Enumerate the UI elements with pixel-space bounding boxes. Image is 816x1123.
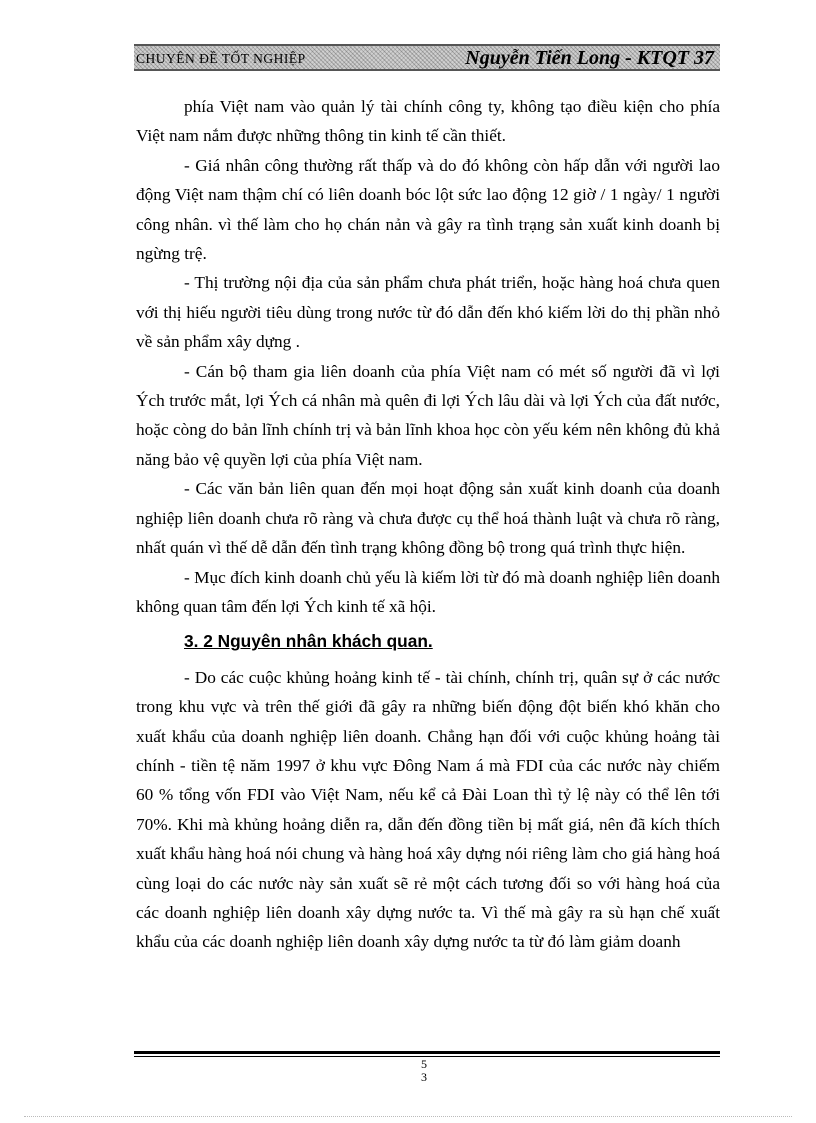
- page-number: [418, 1058, 430, 1084]
- page-number-digit: 5: [421, 1057, 427, 1071]
- paragraph: phía Việt nam vào quản lý tài chính công ty, không tạo điều kiện cho phía Việt nam nắm được những thông tin kinh tế cần thiết.: [136, 97, 720, 146]
- header-author: Nguyễn Tiến Long - KTQT 37: [465, 47, 714, 69]
- paragraph: - Các văn bản liên quan đến mọi hoạt động sản xuất kinh doanh của doanh nghiệp liên doanh chưa rõ ràng và chưa được cụ thể hoá thành luật và chưa rõ ràng, nhất quán vì thế dễ dẫn đến tình trạng không đồng bộ trong quá trình thực hiện.: [136, 479, 720, 558]
- paragraph: - Thị trường nội địa của sản phẩm chưa phát triển, hoặc hàng hoá chưa quen với thị hiếu người tiêu dùng trong nước từ đó dẫn đến khó kiếm lời do thị phần nhỏ về sản phẩm xây dựng .: [136, 273, 720, 352]
- page-bottom-border: [24, 1116, 792, 1117]
- header-document-type: CHUYÊN ĐỀ TỐT NGHIỆP: [136, 51, 306, 66]
- paragraph: - Cán bộ tham gia liên doanh của phía Việt nam có mét số người đã vì lợi Ých trước mắt, lợi Ých cá nhân mà quên đi lợi Ých lâu dài và lợi Ých của đất nước, hoặc còng do bản lĩnh chính trị và bản lĩnh khoa học còn yếu kém nên không đủ khả năng bảo vệ quyền lợi của phía Việt nam.: [136, 361, 720, 469]
- footer-rule: [134, 1051, 720, 1057]
- document-body: [136, 92, 720, 957]
- page-header: [134, 44, 720, 71]
- paragraph: - Do các cuộc khủng hoảng kinh tế - tài chính, chính trị, quân sự ở các nước trong khu vực và trên thế giới đã gây ra những biến động đột biến khó khăn cho xuất khẩu của doanh nghiệp liên doanh. Chẳng hạn đối với cuộc khủng hoảng tài chính - tiền tệ năm 1997 ở khu vực Đông Nam á mà FDI của các nước này chiếm 60 % tổng vốn FDI vào Việt Nam, nếu kể cả Đài Loan thì tỷ lệ này có thể lên tới 70%. Khi mà khủng hoảng diễn ra, dẫn đến đồng tiền bị mất giá, nên đã kích thích xuất khẩu hàng hoá nói chung và hàng hoá xây dựng nói riêng làm cho giá hàng hoá cùng loại do các nước này sản xuất sẽ rẻ một cách tương đối so với hàng hoá của các doanh nghiệp liên doanh xây dựng nước ta. Vì thế mà gây ra sù hạn chế xuất khẩu của các doanh nghiệp liên doanh xây dựng nước ta từ đó làm giảm doanh: [136, 667, 720, 952]
- page-number-digit: 3: [421, 1070, 427, 1084]
- paragraph: - Mục đích kinh doanh chủ yếu là kiếm lời từ đó mà doanh nghiệp liên doanh không quan tâm đến lợi Ých kinh tế xã hội.: [136, 567, 720, 616]
- section-heading: 3. 2 Nguyên nhân khách quan.: [184, 631, 433, 652]
- paragraph: - Giá nhân công thường rất thấp và do đó không còn hấp dẫn với người lao động Việt nam thậm chí có liên doanh bóc lột sức lao động 12 giờ / 1 ngày/ 1 người công nhân. vì thế làm cho họ chán nản và gây ra tình trạng sản xuất kinh doanh bị ngừng trệ.: [136, 155, 720, 264]
